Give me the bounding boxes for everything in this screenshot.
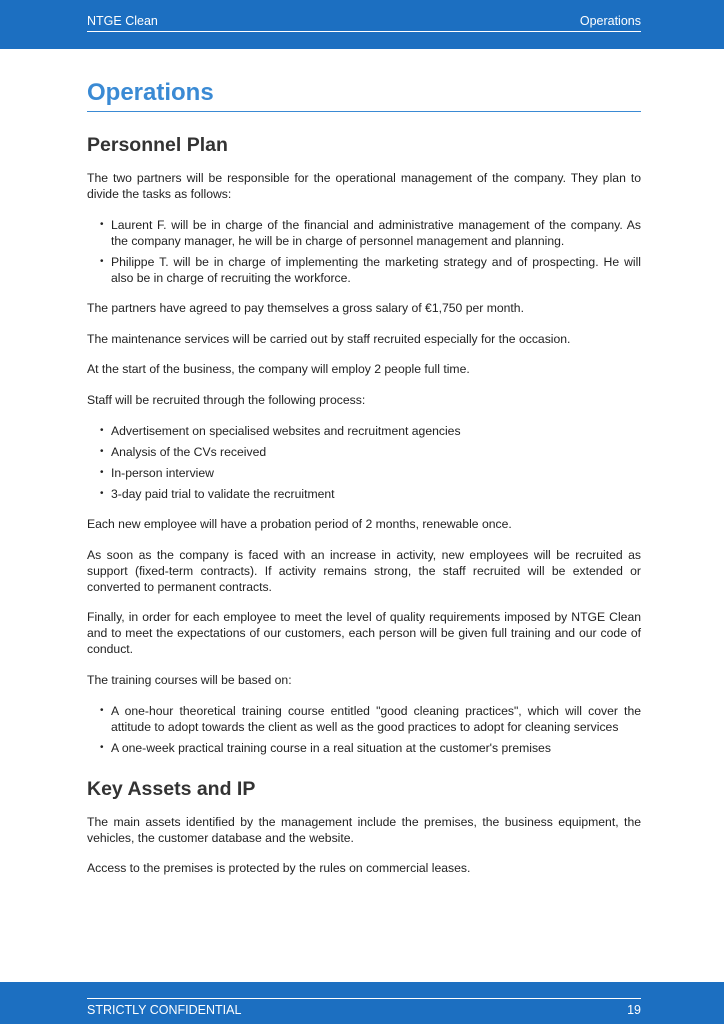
paragraph: At the start of the business, the company will employ 2 people full time.	[87, 362, 470, 377]
paragraph: Each new employee will have a probation period of 2 months, renewable once.	[87, 517, 512, 532]
training-list	[87, 703, 641, 756]
list-item: • 3-day paid trial to validate the recruitment	[87, 486, 641, 502]
list-item: • Laurent F. will be in charge of the financial and administrative management of the company. As the company manager, he will be in charge of personnel management and planning.	[87, 217, 641, 249]
footer-rule	[87, 998, 641, 1019]
personnel-plan-heading: Personnel Plan	[87, 134, 228, 156]
page-content	[87, 76, 641, 891]
paragraph: The training courses will be based on:	[87, 672, 292, 687]
paragraph: As soon as the company is faced with an increase in activity, new employees will be recruited as support (fixed-term contracts). If activity remains strong, the staff recruited will be extended or converted to permanent contracts.	[87, 547, 641, 594]
list-item: • A one-hour theoretical training course entitled "good cleaning practices", which will cover the attitude to adopt towards the client as well as the good practices to adopt for cleaning services	[87, 703, 641, 735]
list-item: • Analysis of the CVs received	[87, 444, 641, 460]
paragraph: The two partners will be responsible for the operational management of the company. They plan to divide the tasks as follows:	[87, 171, 641, 201]
header-rule	[87, 14, 641, 32]
paragraph: Access to the premises is protected by the rules on commercial leases.	[87, 861, 471, 876]
list-item: • Advertisement on specialised websites and recruitment agencies	[87, 423, 641, 439]
page-title: Operations	[87, 76, 641, 112]
page-footer	[0, 982, 724, 1024]
paragraph: Staff will be recruited through the following process:	[87, 392, 366, 407]
paragraph: Finally, in order for each employee to meet the level of quality requirements imposed by NTGE Clean and to meet the expectations of our customers, each person will be given full training and our code of conduct.	[87, 610, 641, 657]
footer-confidential: STRICTLY CONFIDENTIAL	[87, 1003, 242, 1017]
header-company: NTGE Clean	[87, 14, 158, 28]
partners-list	[87, 217, 641, 286]
header-section: Operations	[579, 14, 641, 28]
page-number: 19	[627, 1003, 641, 1017]
paragraph: The partners have agreed to pay themselves a gross salary of €1,750 per month.	[87, 301, 524, 316]
recruitment-steps-list	[87, 423, 641, 502]
list-item: • A one-week practical training course in a real situation at the customer's premises	[87, 740, 641, 756]
paragraph: The maintenance services will be carried out by staff recruited especially for the occasion.	[87, 331, 571, 346]
paragraph: The main assets identified by the management include the premises, the business equipment, the vehicles, the customer database and the website.	[87, 814, 641, 845]
list-item: • Philippe T. will be in charge of implementing the marketing strategy and of prospecting. He will also be in charge of recruiting the workforce.	[87, 254, 641, 286]
key-assets-heading: Key Assets and IP	[87, 777, 256, 800]
page-header	[0, 0, 724, 49]
list-item: • In-person interview	[87, 465, 641, 481]
